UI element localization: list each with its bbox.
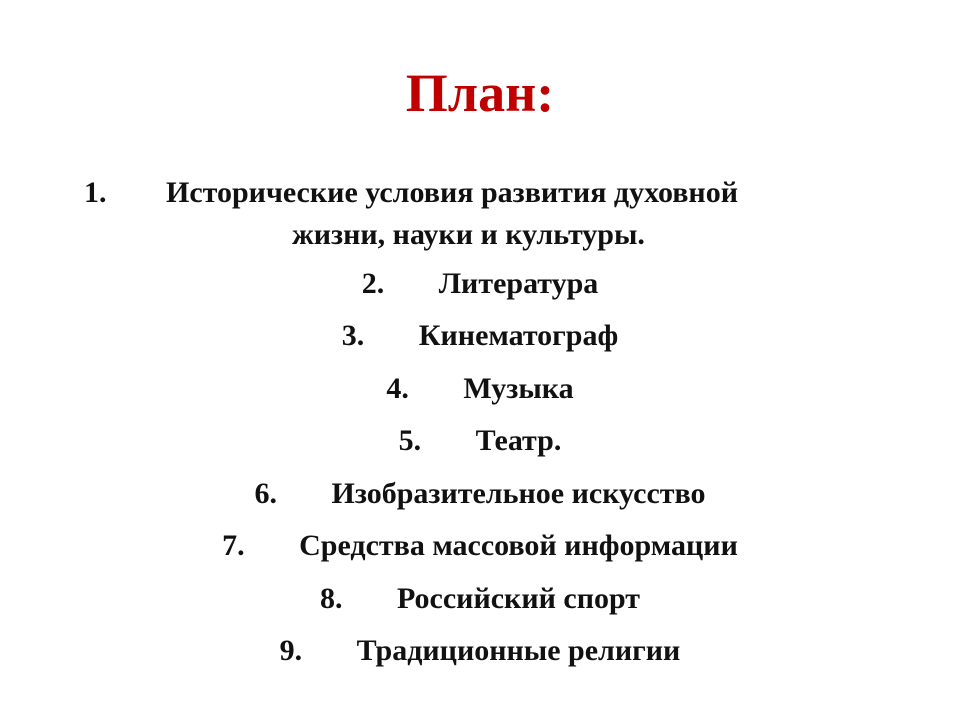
plan-item-2 — [0, 266, 960, 302]
plan-item-number: 4. — [386, 372, 409, 405]
plan-item-text-line-1: Исторические условия развития духовной — [166, 176, 738, 209]
plan-item-number: 8. — [319, 582, 343, 615]
plan-item-text: Театр. — [475, 424, 562, 457]
plan-item-number: 1. — [84, 176, 107, 209]
plan-item-number: 3. — [341, 319, 365, 352]
plan-item-text: Традиционные религии — [356, 634, 681, 667]
plan-item-text: Российский спорт — [396, 582, 641, 615]
plan-item-3 — [0, 318, 960, 354]
plan-item-7 — [0, 528, 960, 564]
plan-item-number: 7. — [222, 529, 245, 562]
plan-item-number: 6. — [254, 477, 277, 510]
plan-item-number: 2. — [361, 267, 385, 300]
plan-item-text-line-2: жизни, науки и культуры. — [292, 218, 645, 251]
plan-item-text: Средства массовой информации — [299, 529, 738, 562]
plan-item-text: Литература — [438, 267, 599, 300]
plan-item-number: 9. — [279, 634, 303, 667]
plan-item-text: Кинематограф — [418, 319, 619, 352]
plan-item-9 — [0, 633, 960, 669]
plan-item-6 — [0, 476, 960, 512]
plan-item-text: Изобразительное искусство — [331, 477, 706, 510]
plan-item-4 — [0, 371, 960, 407]
plan-item-8 — [0, 581, 960, 617]
plan-item-text: Музыка — [463, 372, 574, 405]
plan-item-5 — [0, 423, 960, 459]
slide-title: План: — [405, 63, 555, 123]
plan-item-number: 5. — [398, 424, 422, 457]
